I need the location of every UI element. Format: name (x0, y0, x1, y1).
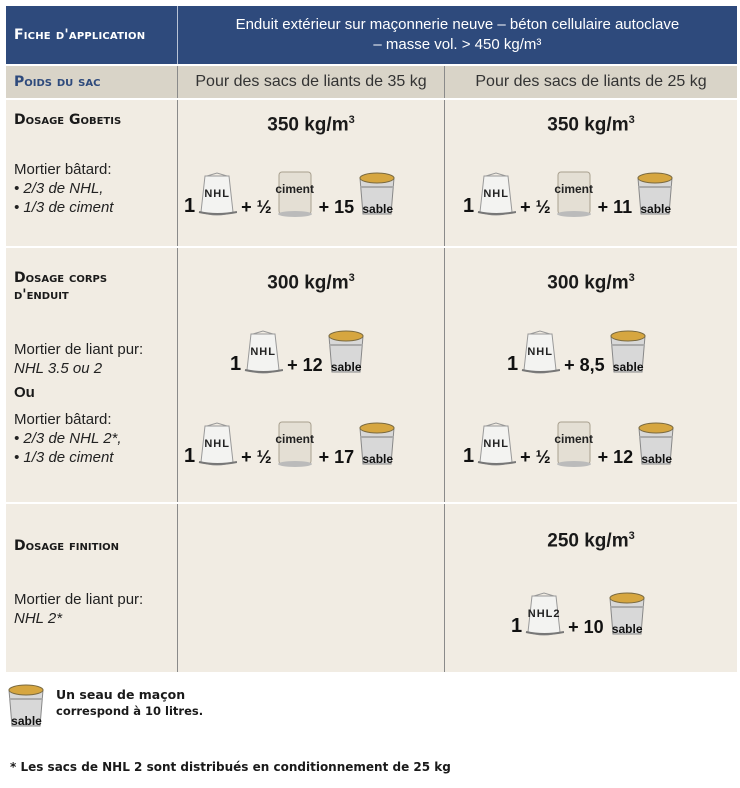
qty-sable: + 11 (597, 197, 633, 217)
corps-title (14, 270, 107, 304)
corps-batard-formula-35 (184, 420, 397, 468)
col-25kg-header: Pour des sacs de liants de 25 kg (444, 66, 737, 98)
gobetis-formula-25 (463, 170, 675, 218)
qty-ciment: + ½ (520, 447, 551, 467)
corps-label-cell (6, 248, 177, 502)
gobetis-dose-35: 350 $kg/m^3$ (267, 114, 355, 136)
gobetis-title: Dosage Gobetis (14, 112, 122, 128)
qty-nhl2: 1 (511, 615, 523, 637)
sand-bucket-icon: sable (635, 172, 675, 218)
qty-nhl: 1 (463, 445, 475, 467)
legend-line-1: Un seau de maçon (56, 687, 186, 702)
sand-bucket-icon: sable (607, 592, 647, 638)
gobetis-25kg-cell (444, 100, 737, 246)
sand-bucket-icon: sable (608, 330, 648, 376)
corps-text-pur (14, 340, 143, 378)
qty-ciment: + ½ (241, 197, 272, 217)
qty-ciment: + ½ (241, 447, 272, 467)
gobetis-text-1: Mortier bâtard: (14, 161, 112, 178)
corps-text-3: Mortier bâtard: (14, 411, 112, 428)
corps-text-1: Mortier de liant pur: (14, 341, 144, 358)
qty-sable: + 12 (287, 355, 323, 375)
qty-sable: + 10 (568, 617, 604, 637)
qty-sable: + 15 (318, 197, 355, 217)
finition-dose-25: 250 $kg/m^3$ (547, 530, 635, 552)
finition-35kg-cell (177, 504, 444, 672)
gobetis-formula-35 (184, 170, 397, 218)
nhl-bag-icon: NHL (520, 330, 560, 376)
corps-dose-35: 300 $kg/m^3$ (267, 272, 355, 294)
subheader-row (6, 64, 737, 98)
corps-pur-formula-35 (230, 330, 366, 376)
qty-nhl: 1 (463, 195, 475, 217)
legend-line-2: correspond à 10 litres. (56, 704, 204, 718)
header-desc-line1: Enduit extérieur sur maçonnerie neuve – béton cellulaire autoclave (235, 16, 680, 33)
application-table (6, 6, 737, 672)
finition-row (6, 502, 737, 672)
footnote: * Les sacs de NHL 2 sont distribués en conditionnement de 25 kg (10, 760, 451, 774)
finition-formula-25 (511, 592, 647, 638)
legend-text (56, 686, 203, 720)
table-header (6, 6, 737, 64)
finition-title: Dosage finition (14, 538, 120, 554)
corps-pur-formula-25 (507, 330, 648, 376)
nhl-bag-icon: NHL (476, 422, 516, 468)
sand-bucket-icon: sable (357, 422, 397, 468)
finition-25kg-cell (444, 504, 737, 672)
finition-text (14, 590, 143, 628)
corps-text-batard (14, 410, 122, 467)
finition-text-2: NHL 2* (14, 610, 63, 627)
corps-text-5: • 1/3 de ciment (14, 449, 114, 466)
corps-batard-formula-25 (463, 420, 676, 468)
gobetis-text-2: • 2/3 de NHL, (14, 180, 104, 197)
nhl-bag-icon: NHL (476, 172, 516, 218)
ciment-bag-icon: ciment (554, 170, 594, 218)
corps-ou: Ou (14, 384, 35, 401)
finition-text-1: Mortier de liant pur: (14, 591, 144, 608)
ciment-bag-icon: ciment (275, 420, 315, 468)
qty-sable: + 12 (597, 447, 634, 467)
header-desc-line2: – masse vol. > 450 kg/m³ (373, 36, 542, 53)
qty-ciment: + ½ (520, 197, 551, 217)
qty-nhl: 1 (184, 445, 196, 467)
nhl-bag-icon: NHL (197, 172, 237, 218)
corps-35kg-cell (177, 248, 444, 502)
sand-bucket-icon: sable (636, 422, 676, 468)
corps-25kg-cell (444, 248, 737, 502)
gobetis-35kg-cell (177, 100, 444, 246)
sand-bucket-icon: sable (357, 172, 397, 218)
sand-bucket-icon: sable (326, 330, 366, 376)
qty-nhl: 1 (507, 353, 519, 375)
corps-title-2: d'enduit (14, 287, 69, 303)
header-title: Fiche d'application (14, 27, 146, 43)
gobetis-dose-25: 350 $kg/m^3$ (547, 114, 635, 136)
corps-row (6, 246, 737, 502)
nhl2-bag-icon: NHL2 (524, 592, 564, 638)
gobetis-text-3: • 1/3 de ciment (14, 199, 114, 216)
nhl-bag-icon: NHL (243, 330, 283, 376)
gobetis-text (14, 160, 113, 217)
finition-label-cell (6, 504, 177, 672)
col-35kg-header: Pour des sacs de liants de 35 kg (177, 66, 444, 98)
qty-nhl: 1 (184, 195, 196, 217)
qty-sable: + 8,5 (564, 355, 605, 375)
ciment-bag-icon: ciment (275, 170, 315, 218)
legend-bucket-icon: sable (6, 684, 46, 730)
qty-nhl: 1 (230, 353, 242, 375)
corps-text-2: NHL 3.5 ou 2 (14, 360, 103, 377)
gobetis-label-cell (6, 100, 177, 246)
corps-title-1: Dosage corps (14, 270, 108, 286)
corps-dose-25: 300 $kg/m^3$ (547, 272, 635, 294)
nhl-bag-icon: NHL (197, 422, 237, 468)
qty-sable: + 17 (318, 447, 355, 467)
header-description (177, 6, 737, 64)
bag-weight-label: Poids du sac (14, 74, 101, 90)
gobetis-row (6, 98, 737, 246)
corps-text-4: • 2/3 de NHL 2*, (14, 430, 122, 447)
ciment-bag-icon: ciment (554, 420, 594, 468)
